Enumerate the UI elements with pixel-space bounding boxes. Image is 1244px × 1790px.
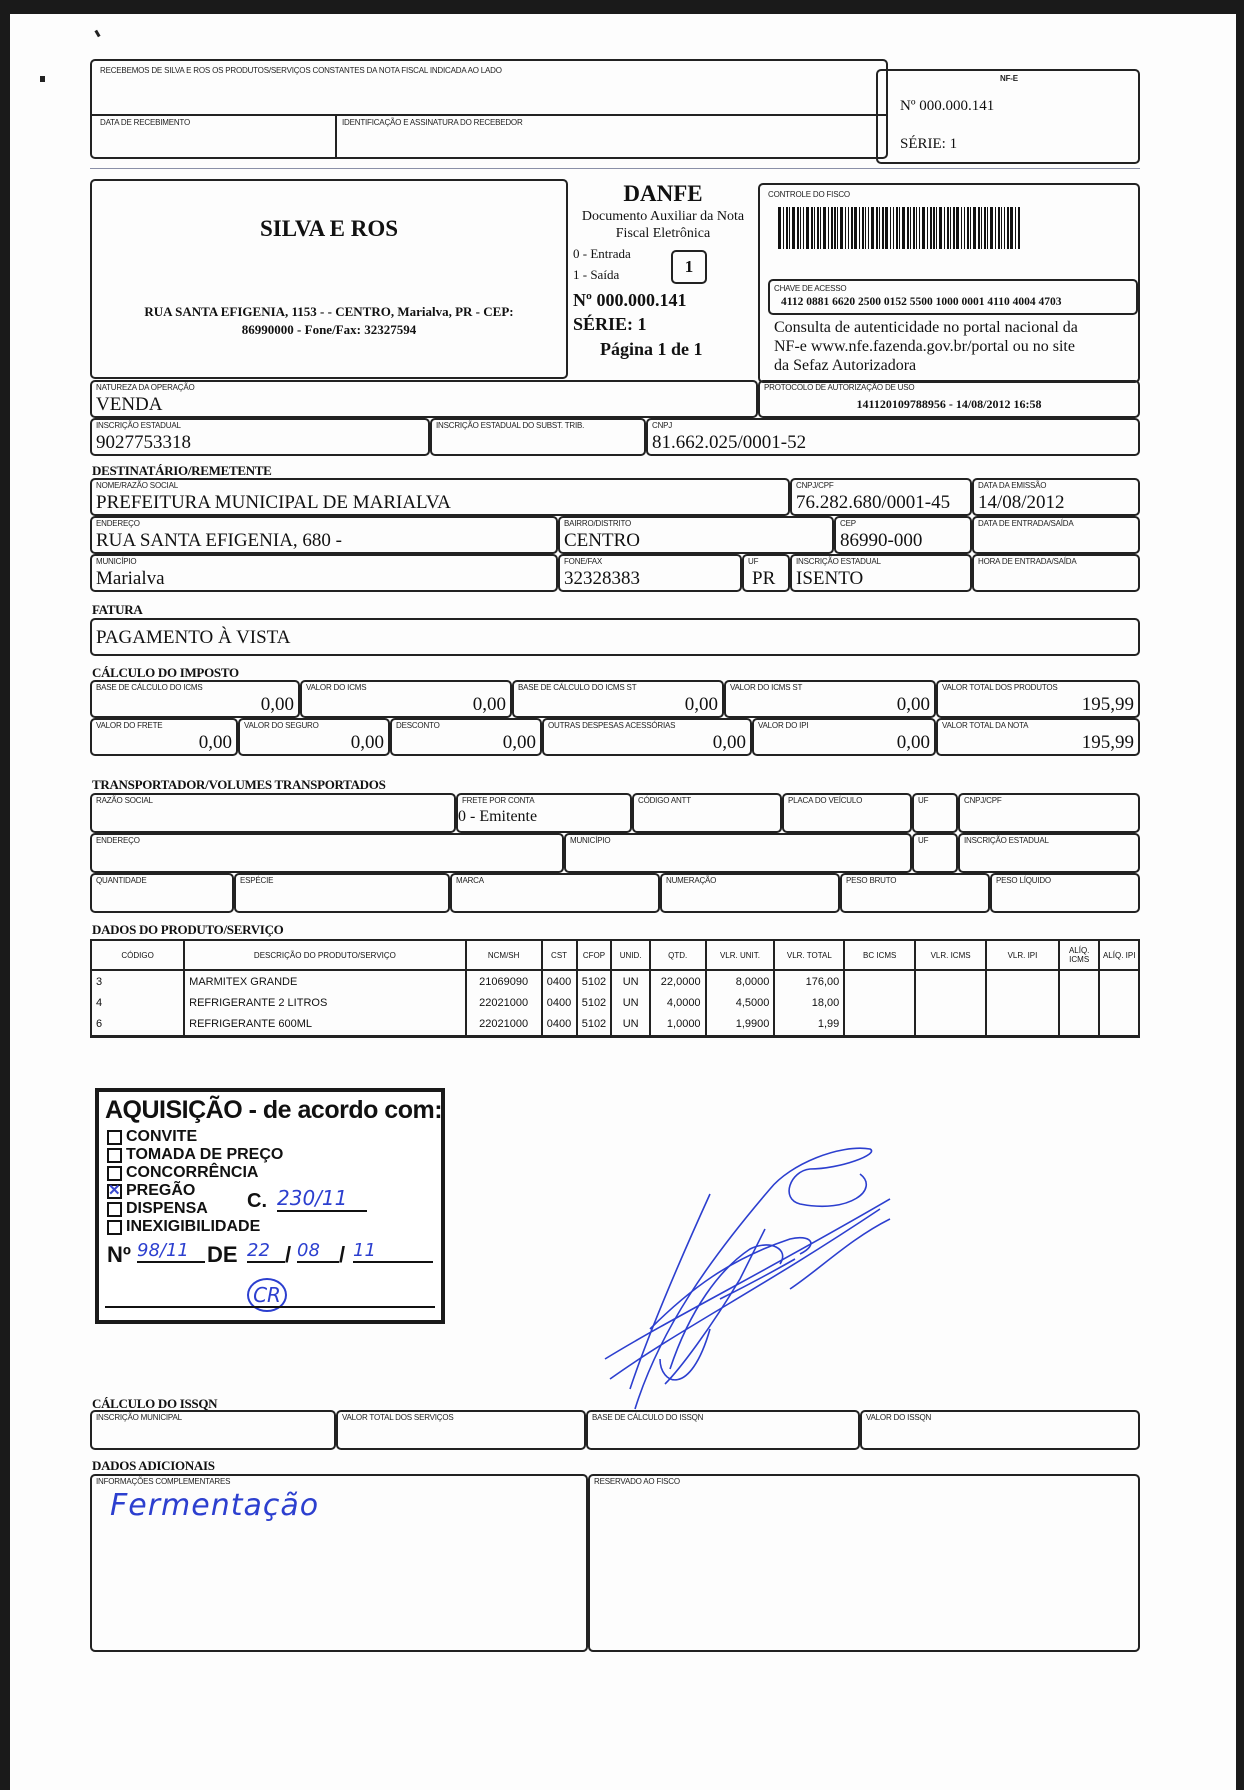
cell-vlr-unit: 4,5000 bbox=[706, 992, 775, 1014]
dest-municipio-label: MUNICÍPIO bbox=[96, 557, 137, 566]
barcode-bar bbox=[970, 207, 971, 249]
transp-frete: 0 - Emitente bbox=[458, 808, 538, 825]
barcode-bar bbox=[885, 207, 888, 249]
imposto-label: VALOR DO FRETE bbox=[96, 721, 163, 730]
stamp-signature-line bbox=[105, 1306, 435, 1308]
checkbox-icon bbox=[107, 1148, 122, 1163]
barcode-bar bbox=[922, 207, 925, 249]
imposto-label: VALOR DO ICMS ST bbox=[730, 683, 803, 692]
danfe-saida: 1 - Saída bbox=[573, 267, 620, 282]
stamp-n-valor: 98/11 bbox=[137, 1240, 205, 1263]
cell-codigo: 4 bbox=[91, 992, 184, 1014]
stamp-dia: 22 bbox=[247, 1240, 285, 1263]
barcode-bar bbox=[907, 207, 909, 249]
stamp-option-concorrencia bbox=[107, 1164, 258, 1182]
col-bc-icms: BC ICMS bbox=[844, 940, 915, 970]
checked-checkbox-icon bbox=[107, 1184, 122, 1199]
imposto-label: VALOR TOTAL DOS PRODUTOS bbox=[942, 683, 1058, 692]
reservado-fisco-label: RESERVADO AO FISCO bbox=[594, 1477, 680, 1486]
barcode-bar bbox=[893, 207, 894, 249]
transp-marca-label: MARCA bbox=[456, 876, 484, 885]
barcode-bar bbox=[927, 207, 928, 249]
nfe-label: NF-E bbox=[1000, 74, 1018, 83]
adicionais-section-title: DADOS ADICIONAIS bbox=[92, 1458, 215, 1473]
barcode-bar bbox=[868, 207, 869, 249]
barcode-bar bbox=[871, 207, 874, 249]
reservado-fisco-box bbox=[588, 1474, 1140, 1652]
cell-qtd: 4,0000 bbox=[650, 992, 706, 1014]
stamp-n-label: Nº bbox=[107, 1242, 131, 1267]
fatura-section-title: FATURA bbox=[92, 602, 143, 617]
imposto-value: 0,00 bbox=[350, 732, 384, 753]
identificacao-recebedor-label: IDENTIFICAÇÃO E ASSINATURA DO RECEBEDOR bbox=[342, 118, 523, 127]
consulta-linha-3: da Sefaz Autorizadora bbox=[774, 357, 917, 374]
danfe-entrada: 0 - Entrada bbox=[573, 246, 631, 261]
transp-antt-label: CÓDIGO ANTT bbox=[638, 796, 691, 805]
produtos-header-row bbox=[91, 940, 1139, 970]
barcode-bar bbox=[837, 207, 838, 249]
barcode-bar bbox=[913, 207, 915, 249]
transp-razao-label: RAZÃO SOCIAL bbox=[96, 796, 153, 805]
barcode-bar bbox=[879, 207, 880, 249]
barcode-bar bbox=[778, 207, 781, 249]
col-codigo: CÓDIGO bbox=[91, 940, 184, 970]
cell-cst: 0400 bbox=[542, 1014, 577, 1036]
cell-codigo: 3 bbox=[91, 970, 184, 992]
barcode-bar bbox=[902, 207, 905, 249]
transp-cell bbox=[90, 833, 564, 873]
cell-aliq-ipi bbox=[1099, 992, 1139, 1014]
option-label: CONCORRÊNCIA bbox=[126, 1164, 259, 1181]
imposto-value: 0,00 bbox=[260, 694, 294, 715]
consulta-linha-1: Consulta de autenticidade no portal nacional da bbox=[774, 319, 1078, 336]
barcode-bar bbox=[806, 207, 809, 249]
barcode-bar bbox=[786, 207, 788, 249]
imposto-label: DESCONTO bbox=[396, 721, 440, 730]
barcode-bar bbox=[939, 207, 942, 249]
transp-uf-label: UF bbox=[918, 796, 929, 805]
imposto-value: 0,00 bbox=[712, 732, 746, 753]
checkbox-icon bbox=[107, 1202, 122, 1217]
col-descricao: DESCRIÇÃO DO PRODUTO/SERVIÇO bbox=[184, 940, 466, 970]
barcode-bar bbox=[987, 207, 988, 249]
barcode-bar bbox=[967, 207, 969, 249]
cell-cfop: 5102 bbox=[577, 1014, 612, 1036]
stamp-option-pregao bbox=[107, 1182, 195, 1200]
issqn-base-label: BASE DE CÁLCULO DO ISSQN bbox=[592, 1413, 704, 1422]
cell-ncm: 21069090 bbox=[466, 970, 542, 992]
dest-cnpj: 76.282.680/0001-45 bbox=[796, 492, 951, 513]
dest-emissao-label: DATA DA EMISSÃO bbox=[978, 481, 1047, 490]
cnpj-label: CNPJ bbox=[652, 421, 673, 430]
barcode-bar bbox=[811, 207, 813, 249]
cell-cfop: 5102 bbox=[577, 970, 612, 992]
dest-cnpj-label: CNPJ/CPF bbox=[796, 481, 834, 490]
col-ncm: NCM/SH bbox=[466, 940, 542, 970]
canhoto-serie: SÉRIE: 1 bbox=[900, 136, 958, 152]
ie-valor: 9027753318 bbox=[96, 432, 191, 453]
protocolo-label: PROTOCOLO DE AUTORIZAÇÃO DE USO bbox=[764, 383, 915, 392]
barcode-bar bbox=[862, 207, 864, 249]
cell-vlr-ipi bbox=[986, 992, 1059, 1014]
dest-bairro-label: BAIRRO/DISTRITO bbox=[564, 519, 632, 528]
danfe-numero: Nº 000.000.141 bbox=[573, 290, 687, 310]
barcode-bar bbox=[981, 207, 982, 249]
dest-endereco-label: ENDEREÇO bbox=[96, 519, 140, 528]
dest-municipio: Marialva bbox=[96, 568, 165, 589]
col-vlr-total: VLR. TOTAL bbox=[774, 940, 844, 970]
cell-unid: UN bbox=[611, 970, 649, 992]
cell-cfop: 5102 bbox=[577, 992, 612, 1014]
barcode-bar bbox=[823, 207, 826, 249]
option-label: PREGÃO bbox=[126, 1182, 196, 1199]
danfe-subtitle-1: Documento Auxiliar da Nota bbox=[581, 209, 745, 224]
stamp-option-dispensa bbox=[107, 1200, 208, 1218]
barcode-bar bbox=[919, 207, 920, 249]
transp-peso-bruto-label: PESO BRUTO bbox=[846, 876, 897, 885]
emitente-nome: SILVA E ROS bbox=[259, 216, 399, 241]
imposto-label: OUTRAS DESPESAS ACESSÓRIAS bbox=[548, 721, 676, 730]
imposto-label: VALOR DO SEGURO bbox=[244, 721, 319, 730]
barcode-bar bbox=[820, 207, 821, 249]
transp-cnpj-label: CNPJ/CPF bbox=[964, 796, 1002, 805]
canhoto-numero: Nº 000.000.141 bbox=[900, 98, 995, 114]
stamp-ano: 11 bbox=[353, 1240, 433, 1263]
cell-descricao: REFRIGERANTE 600ML bbox=[184, 1014, 466, 1036]
stamp-option-tomada bbox=[107, 1146, 283, 1164]
info-complementar-label: INFORMAÇÕES COMPLEMENTARES bbox=[96, 1477, 231, 1486]
table-row bbox=[91, 970, 1139, 992]
barcode-bar bbox=[783, 207, 784, 249]
barcode-bar bbox=[950, 207, 951, 249]
issqn-valor-label: VALOR DO ISSQN bbox=[866, 1413, 932, 1422]
imposto-label: VALOR TOTAL DA NOTA bbox=[942, 721, 1029, 730]
scan-edge bbox=[1236, 0, 1244, 1790]
transp-frete-label: FRETE POR CONTA bbox=[462, 796, 535, 805]
stamp-c-valor: 230/11 bbox=[277, 1186, 367, 1212]
issqn-section-title: CÁLCULO DO ISSQN bbox=[92, 1396, 218, 1411]
data-recebimento-label: DATA DE RECEBIMENTO bbox=[100, 118, 190, 127]
issqn-im-label: INSCRIÇÃO MUNICIPAL bbox=[96, 1413, 182, 1422]
cell-vlr-icms bbox=[915, 970, 986, 992]
dest-fone: 32328383 bbox=[564, 568, 640, 589]
transp-ie-label: INSCRIÇÃO ESTADUAL bbox=[964, 836, 1049, 845]
barcode-bar bbox=[947, 207, 949, 249]
imposto-value: 0,00 bbox=[198, 732, 232, 753]
dest-nome-label: NOME/RAZÃO SOCIAL bbox=[96, 481, 178, 490]
natureza-label: NATUREZA DA OPERAÇÃO bbox=[96, 383, 195, 392]
barcode-bar bbox=[859, 207, 860, 249]
transportador-section-title: TRANSPORTADOR/VOLUMES TRANSPORTADOS bbox=[92, 777, 386, 792]
imposto-value: 0,00 bbox=[502, 732, 536, 753]
barcode-bar bbox=[840, 207, 843, 249]
barcode-bar bbox=[978, 207, 980, 249]
barcode-bar bbox=[1010, 207, 1013, 249]
barcode-bar bbox=[834, 207, 836, 249]
barcode-bar bbox=[973, 207, 976, 249]
barcode-bar bbox=[831, 207, 833, 249]
transp-placa-label: PLACA DO VEÍCULO bbox=[788, 796, 863, 805]
transp-quantidade-label: QUANTIDADE bbox=[96, 876, 147, 885]
recebemos-label: RECEBEMOS DE SILVA E ROS OS PRODUTOS/SERVIÇOS CONSTANTES DA NOTA FISCAL INDICADA AO LADO bbox=[100, 66, 502, 75]
cell-aliq-icms bbox=[1059, 970, 1100, 992]
cell-vlr-total: 18,00 bbox=[774, 992, 844, 1014]
emitente-endereco-1: RUA SANTA EFIGENIA, 1153 - - CENTRO, Marialva, PR - CEP: bbox=[144, 304, 514, 319]
cell-descricao: REFRIGERANTE 2 LITROS bbox=[184, 992, 466, 1014]
barcode-bar bbox=[848, 207, 849, 249]
ie-label: INSCRIÇÃO ESTADUAL bbox=[96, 421, 181, 430]
transp-cell bbox=[564, 833, 912, 873]
cell-vlr-unit: 8,0000 bbox=[706, 970, 775, 992]
cell-aliq-icms bbox=[1059, 1014, 1100, 1036]
imposto-value: 0,00 bbox=[896, 694, 930, 715]
barcode-bar bbox=[930, 207, 932, 249]
col-aliq-ipi: ALÍQ. IPI bbox=[1099, 940, 1139, 970]
stamp-c-label: C. bbox=[247, 1190, 267, 1212]
barcode-bar bbox=[956, 207, 959, 249]
stamp-option-inexigibilidade bbox=[107, 1218, 260, 1236]
scan-mark bbox=[94, 30, 100, 38]
cell-vlr-total: 176,00 bbox=[774, 970, 844, 992]
dest-uf-label: UF bbox=[748, 557, 759, 566]
checkbox-icon bbox=[107, 1220, 122, 1235]
checkbox-icon bbox=[107, 1166, 122, 1181]
barcode-bar bbox=[990, 207, 993, 249]
barcode-bar bbox=[1001, 207, 1002, 249]
barcode-bar bbox=[797, 207, 799, 249]
signature-icon bbox=[590, 1129, 910, 1419]
col-aliq-icms: ALÍQ. ICMS bbox=[1059, 940, 1100, 970]
barcode-bar bbox=[933, 207, 935, 249]
barcode-bar bbox=[998, 207, 1000, 249]
barcode bbox=[778, 207, 1128, 249]
aquisicao-stamp bbox=[95, 1088, 445, 1324]
barcode-bar bbox=[896, 207, 898, 249]
imposto-label: BASE DE CÁLCULO DO ICMS ST bbox=[518, 683, 637, 692]
col-vlr-icms: VLR. ICMS bbox=[915, 940, 986, 970]
cell-qtd: 1,0000 bbox=[650, 1014, 706, 1036]
col-cfop: CFOP bbox=[577, 940, 612, 970]
stamp-option-convite bbox=[107, 1128, 197, 1146]
dest-nome: PREFEITURA MUNICIPAL DE MARIALVA bbox=[96, 492, 451, 513]
cell-vlr-total: 1,99 bbox=[774, 1014, 844, 1036]
barcode-bar bbox=[792, 207, 795, 249]
barcode-bar bbox=[814, 207, 815, 249]
barcode-bar bbox=[800, 207, 801, 249]
produtos-section-title: DADOS DO PRODUTO/SERVIÇO bbox=[92, 922, 284, 937]
cell-bc-icms bbox=[844, 970, 915, 992]
danfe-title: DANFE bbox=[623, 181, 703, 206]
imposto-value: 0,00 bbox=[896, 732, 930, 753]
info-manuscrito: Fermentação bbox=[110, 1488, 320, 1523]
dest-cep-label: CEP bbox=[840, 519, 856, 528]
valor-total-produtos: 195,99 bbox=[1081, 694, 1134, 715]
issqn-total-label: VALOR TOTAL DOS SERVIÇOS bbox=[342, 1413, 454, 1422]
transp-especie-label: ESPÉCIE bbox=[240, 876, 274, 885]
transp-peso-liquido-label: PESO LÍQUIDO bbox=[996, 876, 1051, 885]
col-vlr-ipi: VLR. IPI bbox=[986, 940, 1059, 970]
dest-ie: ISENTO bbox=[796, 568, 864, 589]
stamp-de-label: DE bbox=[207, 1242, 238, 1267]
emitente-box bbox=[90, 179, 568, 379]
option-label: TOMADA DE PREÇO bbox=[126, 1146, 284, 1163]
consulta-linha-2: NF-e www.nfe.fazenda.gov.br/portal ou no site bbox=[774, 338, 1075, 355]
cell-bc-icms bbox=[844, 992, 915, 1014]
protocolo-valor: 141120109788956 - 14/08/2012 16:58 bbox=[856, 397, 1042, 411]
transp-numeracao-label: NUMERAÇÃO bbox=[666, 876, 717, 885]
dest-bairro: CENTRO bbox=[564, 530, 640, 551]
cell-bc-icms bbox=[844, 1014, 915, 1036]
barcode-bar bbox=[1007, 207, 1009, 249]
ie-st-label: INSCRIÇÃO ESTADUAL DO SUBST. TRIB. bbox=[436, 421, 585, 430]
table-row bbox=[91, 1014, 1139, 1036]
barcode-bar bbox=[964, 207, 965, 249]
emitente-endereco-2: 86990000 - Fone/Fax: 32327594 bbox=[241, 322, 417, 337]
dest-emissao: 14/08/2012 bbox=[978, 492, 1065, 513]
option-label: DISPENSA bbox=[126, 1200, 208, 1217]
produtos-table bbox=[90, 939, 1140, 1038]
tipo-operacao-box: 1 bbox=[671, 250, 707, 284]
imposto-label: VALOR DO ICMS bbox=[306, 683, 367, 692]
imposto-value: 0,00 bbox=[684, 694, 718, 715]
danfe-subtitle-2: Fiscal Eletrônica bbox=[615, 226, 711, 241]
stamp-rubrica: CR bbox=[247, 1278, 287, 1312]
checkbox-icon bbox=[107, 1130, 122, 1145]
barcode-bar bbox=[944, 207, 945, 249]
col-qtd: QTD. bbox=[650, 940, 706, 970]
cell-vlr-icms bbox=[915, 1014, 986, 1036]
stamp-mes: 08 bbox=[297, 1240, 339, 1263]
danfe-serie: SÉRIE: 1 bbox=[573, 314, 647, 334]
cell-qtd: 22,0000 bbox=[650, 970, 706, 992]
barcode-bar bbox=[961, 207, 962, 249]
controle-fisco-label: CONTROLE DO FISCO bbox=[768, 190, 850, 199]
barcode-bar bbox=[1015, 207, 1016, 249]
slash: / bbox=[285, 1242, 292, 1267]
barcode-bar bbox=[984, 207, 986, 249]
option-label: CONVITE bbox=[126, 1128, 198, 1145]
barcode-bar bbox=[789, 207, 790, 249]
dest-endereco: RUA SANTA EFIGENIA, 680 - bbox=[96, 530, 343, 551]
dest-cep: 86990-000 bbox=[840, 530, 923, 551]
cell-codigo: 6 bbox=[91, 1014, 184, 1036]
barcode-bar bbox=[851, 207, 853, 249]
divider bbox=[335, 114, 337, 159]
barcode-bar bbox=[817, 207, 819, 249]
barcode-bar bbox=[882, 207, 884, 249]
col-cst: CST bbox=[542, 940, 577, 970]
cell-aliq-ipi bbox=[1099, 970, 1139, 992]
cell-vlr-icms bbox=[915, 992, 986, 1014]
dest-fone-label: FONE/FAX bbox=[564, 557, 602, 566]
natureza-valor: VENDA bbox=[96, 394, 163, 415]
barcode-bar bbox=[995, 207, 996, 249]
barcode-bar bbox=[890, 207, 891, 249]
col-vlr-unit: VLR. UNIT. bbox=[706, 940, 775, 970]
cell-cst: 0400 bbox=[542, 970, 577, 992]
barcode-bar bbox=[910, 207, 911, 249]
valor-total-nota: 195,99 bbox=[1081, 732, 1134, 753]
option-label: INEXIGIBILIDADE bbox=[126, 1218, 261, 1235]
cell-descricao: MARMITEX GRANDE bbox=[184, 970, 466, 992]
imposto-label: VALOR DO IPI bbox=[758, 721, 809, 730]
chave-acesso-label: CHAVE DE ACESSO bbox=[774, 284, 847, 293]
transp-endereco-label: ENDEREÇO bbox=[96, 836, 140, 845]
barcode-bar bbox=[828, 207, 829, 249]
chave-acesso: 4112 0881 6620 2500 0152 5500 1000 0001 4110 4004 4703 bbox=[781, 296, 1062, 308]
cell-vlr-ipi bbox=[986, 970, 1059, 992]
scan-mark bbox=[40, 76, 45, 82]
destinatario-section-title: DESTINATÁRIO/REMETENTE bbox=[92, 463, 272, 478]
barcode-bar bbox=[876, 207, 878, 249]
barcode-bar bbox=[899, 207, 900, 249]
barcode-bar bbox=[953, 207, 955, 249]
danfe-pagina: Página 1 de 1 bbox=[600, 339, 703, 359]
cnpj-valor: 81.662.025/0001-52 bbox=[652, 432, 807, 453]
barcode-bar bbox=[1004, 207, 1005, 249]
cell-ncm: 22021000 bbox=[466, 1014, 542, 1036]
cell-aliq-ipi bbox=[1099, 1014, 1139, 1036]
divider bbox=[90, 114, 888, 116]
imposto-value: 0,00 bbox=[472, 694, 506, 715]
transp-uf2-label: UF bbox=[918, 836, 929, 845]
cell-cst: 0400 bbox=[542, 992, 577, 1014]
cell-vlr-ipi bbox=[986, 1014, 1059, 1036]
stamp-title: AQUISIÇÃO - de acordo com: bbox=[105, 1096, 443, 1124]
dest-uf: PR bbox=[752, 568, 776, 589]
barcode-bar bbox=[845, 207, 846, 249]
fatura-texto: PAGAMENTO À VISTA bbox=[96, 627, 291, 648]
dest-ie-label: INSCRIÇÃO ESTADUAL bbox=[796, 557, 881, 566]
barcode-bar bbox=[865, 207, 866, 249]
barcode-bar bbox=[936, 207, 937, 249]
table-row bbox=[91, 992, 1139, 1014]
imposto-section-title: CÁLCULO DO IMPOSTO bbox=[92, 665, 239, 680]
cut-line bbox=[90, 168, 1140, 169]
barcode-bar bbox=[916, 207, 917, 249]
barcode-bar bbox=[854, 207, 857, 249]
cell-vlr-unit: 1,9900 bbox=[706, 1014, 775, 1036]
dest-entrada-saida-label: DATA DE ENTRADA/SAÍDA bbox=[978, 519, 1074, 528]
imposto-label: BASE DE CÁLCULO DO ICMS bbox=[96, 683, 203, 692]
col-unid: UNID. bbox=[611, 940, 649, 970]
barcode-bar bbox=[1018, 207, 1020, 249]
cell-aliq-icms bbox=[1059, 992, 1100, 1014]
barcode-bar bbox=[803, 207, 804, 249]
cell-unid: UN bbox=[611, 1014, 649, 1036]
slash: / bbox=[339, 1242, 346, 1267]
transp-municipio-label: MUNICÍPIO bbox=[570, 836, 611, 845]
cell-unid: UN bbox=[611, 992, 649, 1014]
cell-ncm: 22021000 bbox=[466, 992, 542, 1014]
danfe-page bbox=[10, 14, 1236, 1790]
dest-hora-label: HORA DE ENTRADA/SAÍDA bbox=[978, 557, 1077, 566]
